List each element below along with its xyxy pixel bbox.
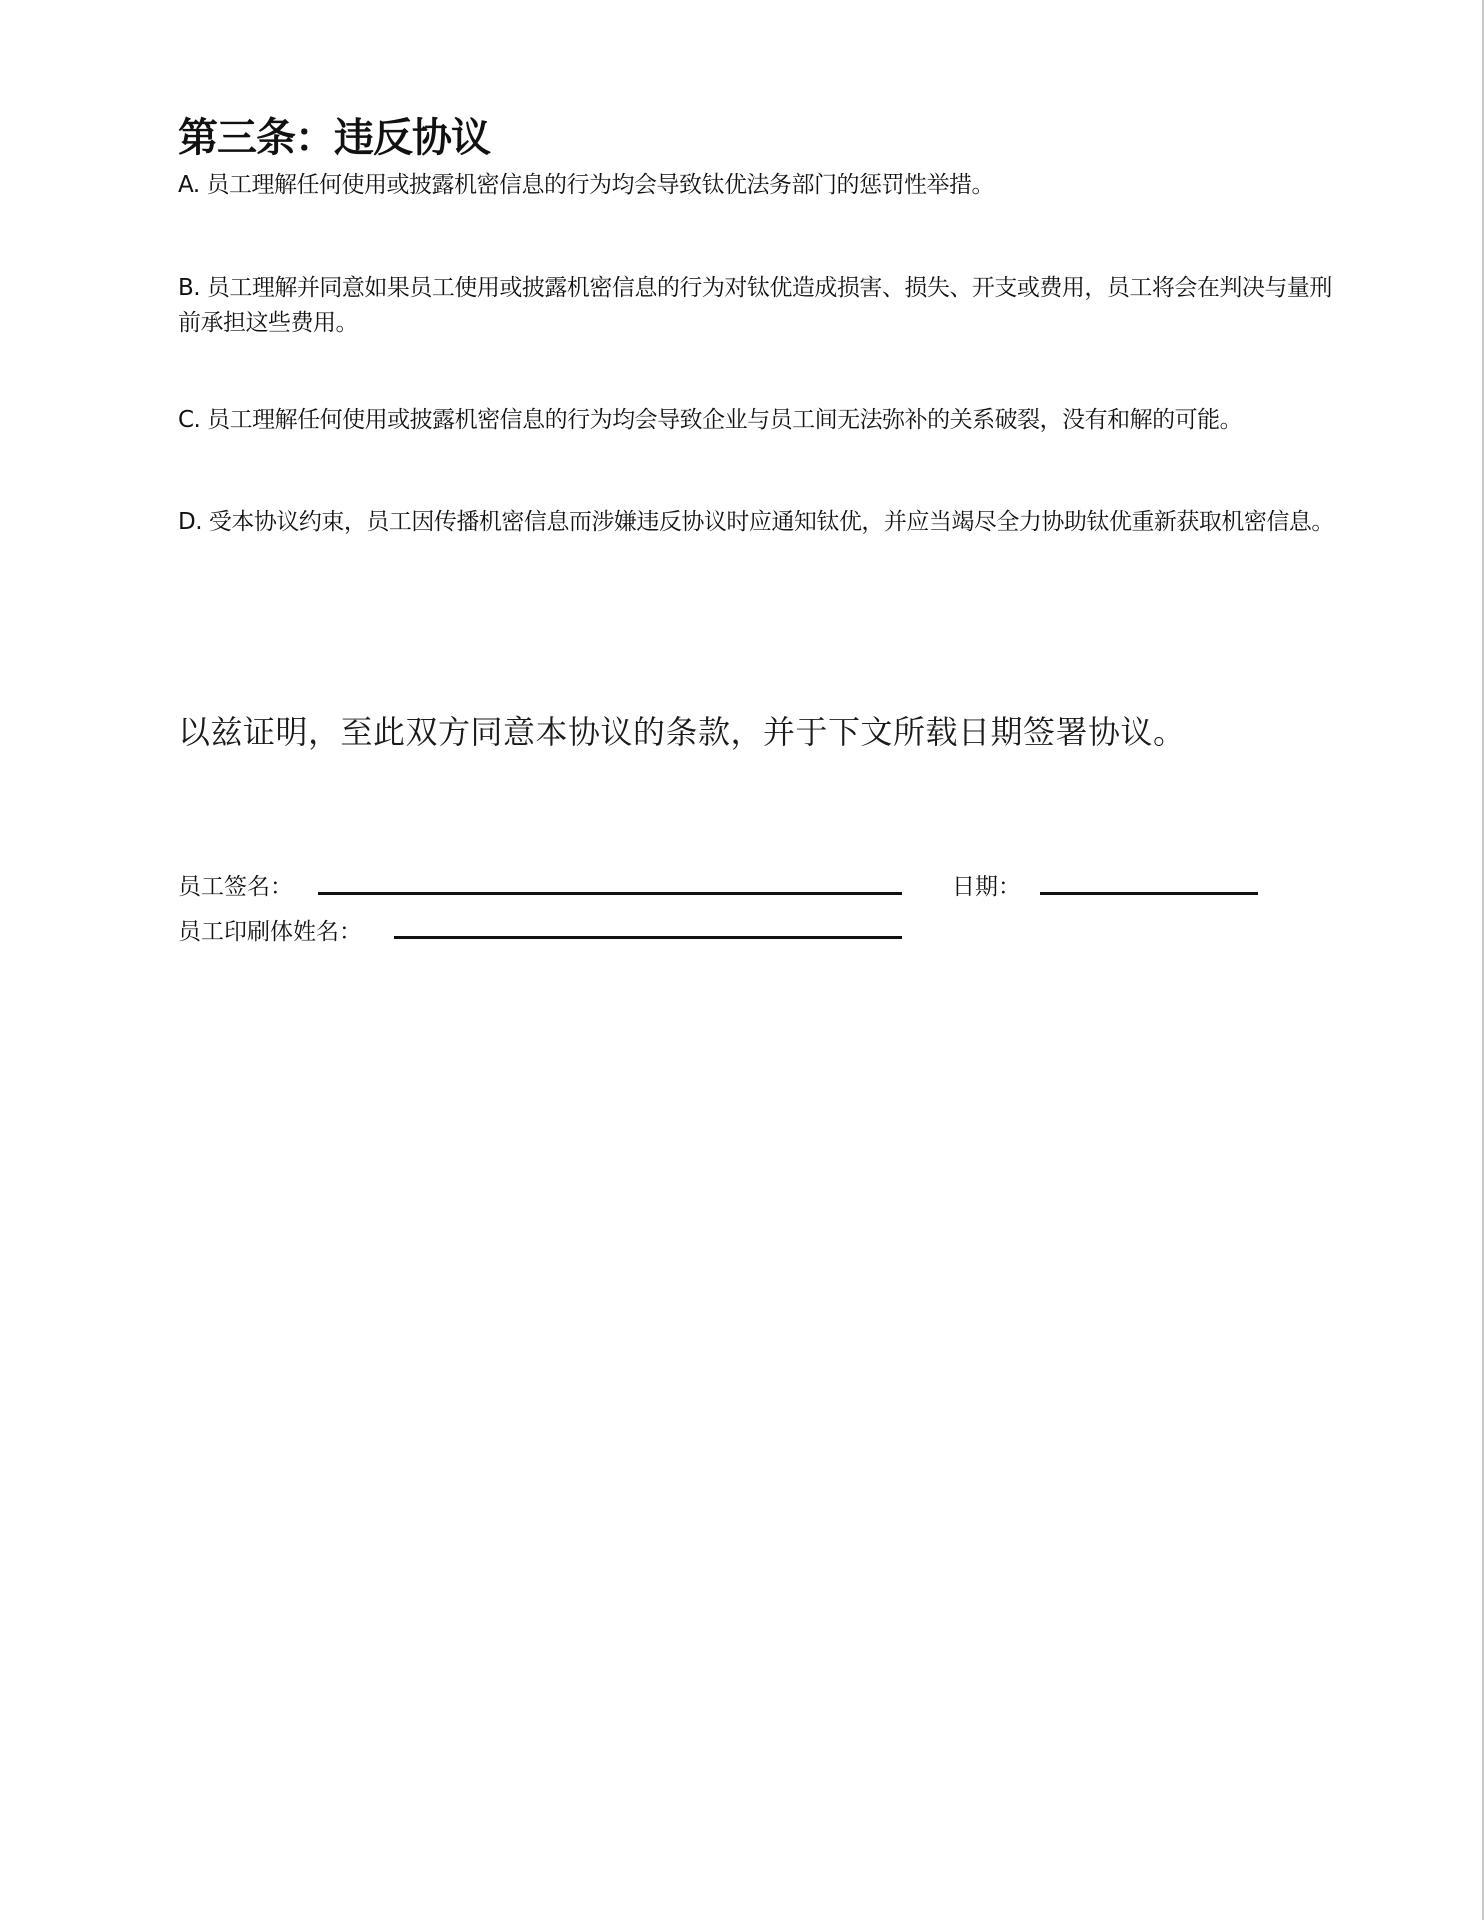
clause-a: A. 员工理解任何使用或披露机密信息的行为均会导致钛优法务部门的惩罚性举措。 xyxy=(178,172,994,198)
article-heading: 第三条：违反协议 xyxy=(178,115,490,161)
witness-statement: 以兹证明，至此双方同意本协议的条款，并于下文所载日期签署协议。 xyxy=(178,713,1186,751)
employee-signature-line[interactable] xyxy=(318,892,902,895)
date-line[interactable] xyxy=(1040,892,1258,895)
clause-c: C. 员工理解任何使用或披露机密信息的行为均会导致企业与员工间无法弥补的关系破裂，没有和解的可能。 xyxy=(178,407,1243,433)
document-page xyxy=(178,0,1338,1920)
printed-name-label: 员工印刷体姓名： xyxy=(178,919,362,945)
date-label: 日期： xyxy=(952,874,1021,900)
employee-signature-label: 员工签名： xyxy=(178,874,293,900)
clause-b: B. 员工理解并同意如果员工使用或披露机密信息的行为对钛优造成损害、损失、开支或费用，员工将会在判决与量刑前承担这些费用。 xyxy=(178,275,1332,336)
printed-name-line[interactable] xyxy=(394,936,902,939)
clause-d: D. 受本协议约束，员工因传播机密信息而涉嫌违反协议时应通知钛优，并应当竭尽全力协助钛优重新获取机密信息。 xyxy=(178,509,1334,535)
